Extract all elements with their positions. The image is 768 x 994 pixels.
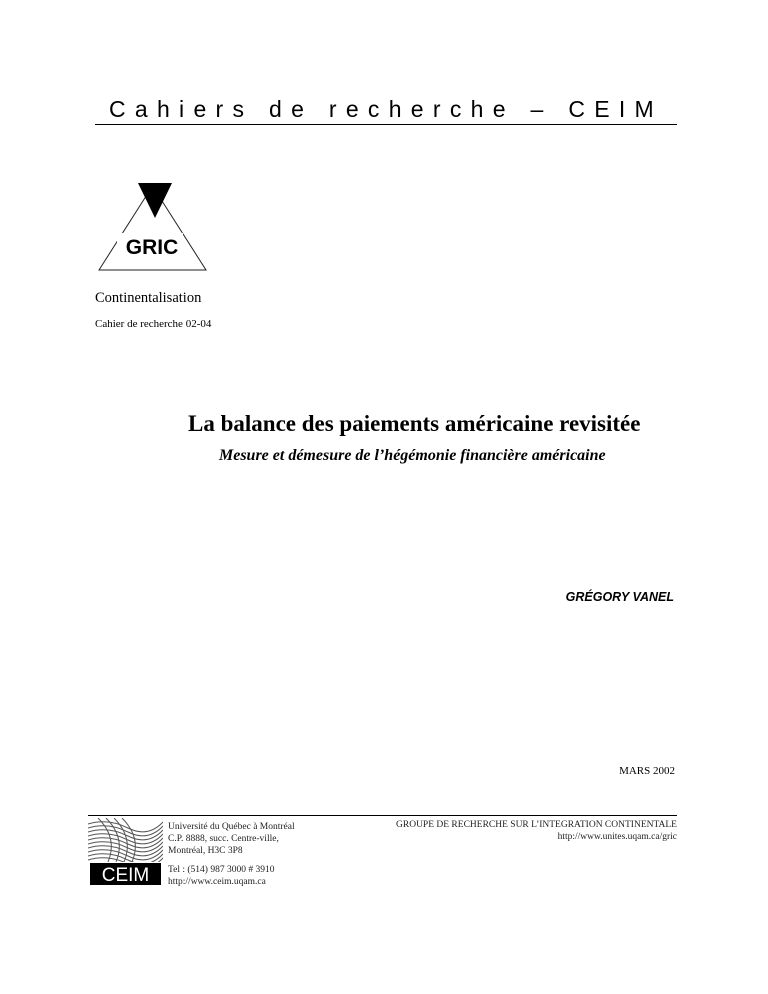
ceim-logo-wave-pattern <box>88 818 163 868</box>
address-line-3: Montréal, H3C 3P8 <box>168 846 243 856</box>
series-header-title: Cahiers de recherche – CEIM <box>108 96 664 122</box>
author-name: GRÉGORY VANEL <box>565 590 674 604</box>
series-name: Continentalisation <box>95 290 202 306</box>
ceim-logo-text: CEIM <box>101 865 150 886</box>
gric-website-link[interactable]: http://www.unites.uqam.ca/gric <box>557 832 677 842</box>
header-divider <box>95 124 677 125</box>
address-line-2: C.P. 8888, succ. Centre-ville, <box>168 834 279 844</box>
address-line-1: Université du Québec à Montréal <box>168 822 295 832</box>
ceim-logo <box>88 818 163 886</box>
footer-divider <box>88 815 677 816</box>
cahier-number: Cahier de recherche 02-04 <box>95 318 212 330</box>
ceim-website-link[interactable]: http://www.ceim.uqam.ca <box>168 877 266 887</box>
paper-subtitle: Mesure et démesure de l’hégémonie financière américaine <box>219 447 606 464</box>
paper-title: La balance des paiements américaine revisitée <box>188 411 641 436</box>
groupe-name: GROUPE DE RECHERCHE SUR L’INTEGRATION CONTINENTALE <box>396 820 677 830</box>
gric-logo <box>95 180 210 275</box>
phone-number: Tel : (514) 987 3000 # 3910 <box>168 865 275 875</box>
publication-date: MARS 2002 <box>619 765 675 777</box>
gric-logo-text: GRIC <box>125 236 179 259</box>
